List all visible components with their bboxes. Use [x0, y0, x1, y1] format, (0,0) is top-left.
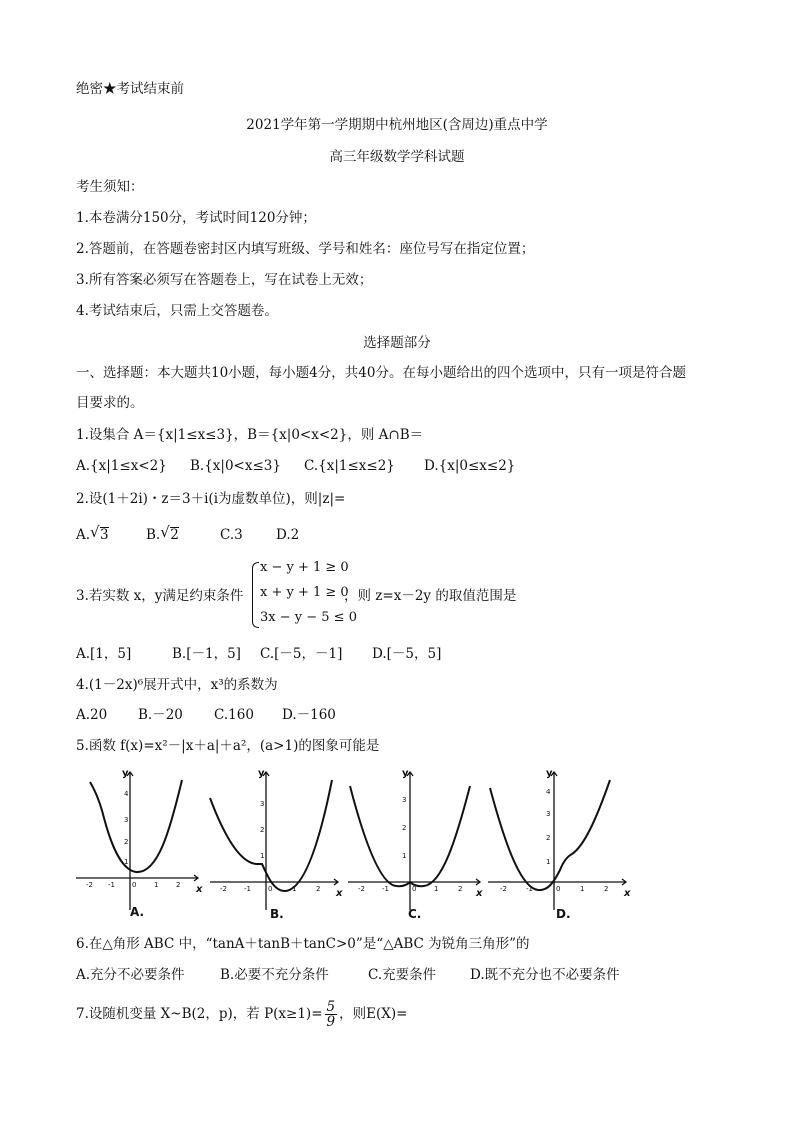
q6-option-d: D.既不充分也不必要条件	[470, 967, 620, 983]
tick: 0	[268, 885, 273, 893]
q3-option-d: D.[－5，5]	[372, 646, 442, 662]
q2-stem: 2.设(1＋2i)・z＝3＋i(i为虚数单位)，则|z|=	[76, 491, 346, 507]
constraint-row: x − y + 1 ≥ 0	[260, 560, 349, 575]
section-intro-cont: 目要求的。	[76, 395, 144, 411]
axis-y-label: y	[122, 768, 129, 779]
exam-subtitle: 高三年级数学学科试题	[329, 149, 465, 165]
tick: 1	[580, 885, 585, 893]
q4-option-c: C.160	[214, 707, 254, 723]
constraint-row: x + y + 1 ≥ 0	[260, 585, 349, 600]
q5-stem: 5.函数 f(x)=x²－|x＋a|＋a²，(a>1)的图象可能是	[76, 738, 380, 754]
q1-option-a: A.{x|1≤x<2}	[76, 458, 167, 474]
graph-a	[76, 772, 198, 910]
q6-option-a: A.充分不必要条件	[76, 967, 185, 983]
q4-stem: 4.(1－2x)⁶展开式中，x³的系数为	[76, 677, 278, 693]
q4-option-a: A.20	[76, 707, 108, 723]
tick: 2	[402, 824, 407, 832]
q1-option-b: B.{x|0<x≤3}	[190, 458, 281, 474]
axis-x-label: x	[196, 884, 203, 895]
tick: 1	[402, 852, 407, 860]
q6-option-c: C.充要条件	[368, 967, 437, 983]
tick: 2	[546, 834, 551, 842]
tick: 2	[124, 838, 129, 846]
tick: -2	[358, 885, 365, 893]
q2-option-b: B.√ 2	[146, 526, 179, 544]
axis-x-label: x	[476, 888, 483, 899]
secret-label: 绝密★考试结束前	[76, 81, 184, 97]
tick: 2	[260, 826, 265, 834]
brace	[252, 562, 259, 628]
tick: 0	[412, 885, 417, 893]
tick: 2	[176, 881, 181, 889]
section-intro: 一、选择题：本大题共10小题，每小题4分，共40分。在每小题给出的四个选项中，只有一项是符合题	[76, 365, 686, 381]
graph-label: B.	[270, 907, 284, 921]
tick: 4	[124, 790, 129, 798]
q4-option-d: D.－160	[282, 707, 336, 723]
tick: 3	[546, 810, 551, 818]
notice-heading: 考生须知：	[76, 179, 144, 195]
tick: 1	[154, 881, 159, 889]
tick: 0	[556, 885, 561, 893]
tick: -1	[526, 885, 533, 893]
q1-stem: 1.设集合 A＝{x|1≤x≤3}，B＝{x|0<x<2}，则 A∩B＝	[76, 427, 424, 443]
q3-stem-prefix: 3.若实数 x，y满足约束条件	[76, 588, 244, 604]
notice-item: 2.答题前，在答题卷密封区内填写班级、学号和姓名：座位号写在指定位置；	[76, 241, 535, 257]
tick: 3	[260, 800, 265, 808]
fraction-numerator: 5	[326, 999, 336, 1015]
q2-option-c: C.3	[220, 527, 243, 543]
tick: 3	[402, 796, 407, 804]
tick: 1	[292, 885, 297, 893]
tick: 4	[546, 788, 551, 796]
q4-option-b: B.－20	[138, 707, 183, 723]
tick: -2	[500, 885, 507, 893]
notice-item: 3.所有答案必须写在答题卷上，写在试卷上无效；	[76, 272, 373, 288]
tick: 2	[458, 885, 463, 893]
axis-x-label: x	[336, 888, 343, 899]
q1-option-d: D.{x|0≤x≤2}	[424, 458, 516, 474]
axis-y-label: y	[402, 768, 409, 779]
q1-option-c: C.{x|1≤x≤2}	[304, 458, 395, 474]
tick: -1	[382, 885, 389, 893]
tick: 2	[604, 885, 609, 893]
q3-option-c: C.[－5，－1]	[260, 646, 343, 662]
tick: 3	[124, 816, 129, 824]
q3-option-a: A.[1，5]	[76, 646, 132, 662]
tick: 1	[260, 852, 265, 860]
graph-label: A.	[130, 905, 145, 919]
tick: -1	[108, 881, 115, 889]
q6-stem: 6.在△角形 ABC 中，“tanA＋tanB＋tanC>0”是“△ABC 为锐角三角形”的	[76, 936, 530, 952]
section-title: 选择题部分	[363, 335, 431, 351]
graph-label: C.	[408, 907, 422, 921]
tick: 1	[124, 858, 129, 866]
q7-stem	[76, 1000, 407, 1029]
axis-y-label: y	[546, 768, 553, 779]
q7-stem-prefix: 7.设随机变量 X~B(2，p)，若 P(x≥1)=	[76, 1006, 323, 1022]
tick: -2	[86, 881, 93, 889]
notice-item: 4.考试结束后，只需上交答题卷。	[76, 303, 278, 319]
q2-option-a: A.√ 3	[76, 526, 109, 544]
graph-label: D.	[556, 907, 571, 921]
exam-title: 2021学年第一学期期中杭州地区(含周边)重点中学	[246, 117, 548, 133]
q5-graph-options	[70, 760, 640, 930]
fraction	[325, 1000, 338, 1029]
q2-option-d: D.2	[276, 527, 300, 543]
axis-y-label: y	[258, 768, 265, 779]
tick: 1	[434, 885, 439, 893]
notice-item: 1.本卷满分150分，考试时间120分钟；	[76, 210, 316, 226]
tick: -2	[220, 885, 227, 893]
axis-x-label: x	[624, 888, 631, 899]
q7-stem-suffix: ，则E(X)=	[339, 1006, 408, 1022]
q3-option-b: B.[－1，5]	[172, 646, 241, 662]
tick: -1	[244, 885, 251, 893]
q3-constraint-system	[252, 560, 357, 630]
constraint-row: 3x − y − 5 ≤ 0	[260, 610, 357, 625]
tick: 1	[546, 858, 551, 866]
q6-option-b: B.必要不充分条件	[220, 967, 329, 983]
fraction-denominator: 9	[326, 1014, 336, 1030]
tick: 2	[316, 885, 321, 893]
tick: 0	[132, 881, 137, 889]
q3-stem-suffix: ，则 z=x－2y 的取值范围是	[344, 588, 517, 604]
